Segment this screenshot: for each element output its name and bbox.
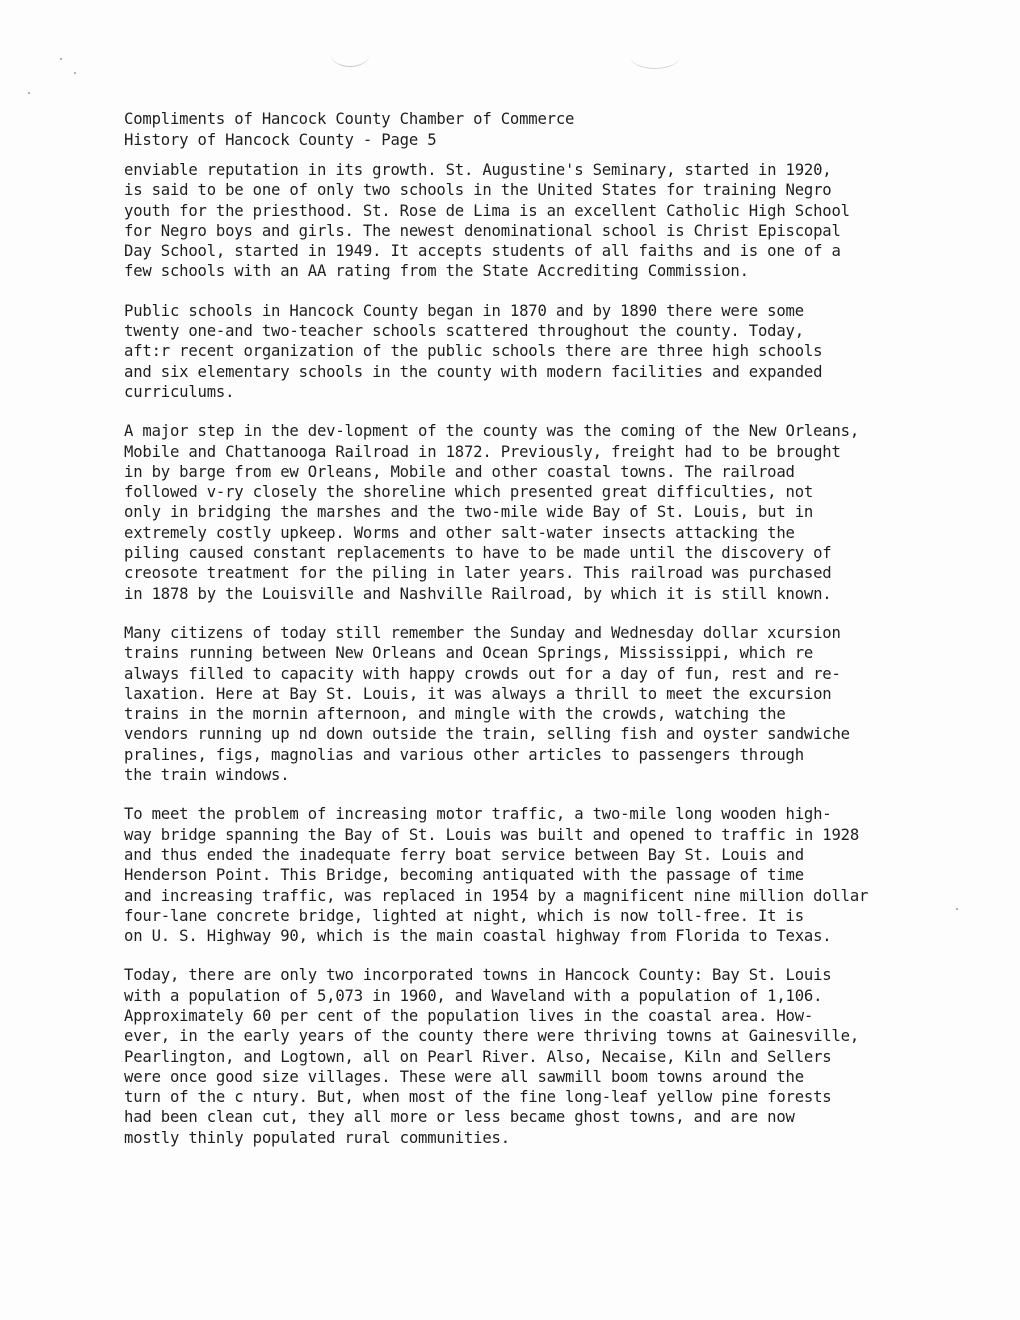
text-line: four-lane concrete bridge, lighted at night, which is now toll-free. It is — [124, 906, 804, 925]
page-header — [124, 109, 924, 151]
text-line: and thus ended the inadequate ferry boat service between Bay St. Louis and — [124, 845, 804, 864]
text-line: laxation. Here at Bay St. Louis, it was always a thrill to meet the excursion — [124, 684, 832, 703]
paper-smudge — [630, 44, 680, 69]
paper-speck — [60, 58, 62, 60]
paragraph — [124, 301, 924, 402]
text-line: with a population of 5,073 in 1960, and Waveland with a population of 1,106. — [124, 986, 823, 1005]
text-line: always filled to capacity with happy crowds out for a day of fun, rest and re- — [124, 664, 841, 683]
text-line: twenty one-and two-teacher schools scattered throughout the county. Today, — [124, 322, 804, 341]
text-line: youth for the priesthood. St. Rose de Lima is an excellent Catholic High School — [124, 201, 850, 220]
text-line: had been clean cut, they all more or less became ghost towns, and are now — [124, 1108, 795, 1127]
paragraph — [124, 804, 924, 946]
text-line: A major step in the dev-lopment of the county was the coming of the New Orleans, — [124, 422, 860, 441]
header-credit-line: Compliments of Hancock County Chamber of Commerce — [124, 110, 575, 128]
text-line: vendors running up nd down outside the train, selling fish and oyster sandwiche — [124, 725, 850, 744]
text-line: ever, in the early years of the county there were thriving towns at Gainesville, — [124, 1027, 860, 1046]
paper-speck — [74, 72, 76, 74]
text-line: were once good size villages. These were all sawmill boom towns around the — [124, 1067, 804, 1086]
paper-speck — [28, 92, 30, 94]
typed-document — [124, 109, 924, 1167]
text-line: extremely costly upkeep. Worms and other salt-water insects attacking the — [124, 523, 795, 542]
text-line: trains running between New Orleans and Ocean Springs, Mississippi, which re — [124, 644, 814, 663]
text-line: curriculums. — [124, 382, 235, 401]
text-line: Public schools in Hancock County began in 1870 and by 1890 there were some — [124, 301, 804, 320]
body-text — [124, 160, 924, 1148]
paragraph — [124, 160, 924, 282]
text-line: Day School, started in 1949. It accepts students of all faiths and is one of a — [124, 242, 841, 261]
paper-smudge — [330, 40, 370, 67]
text-line: trains in the mornin afternoon, and mingle with the crowds, watching the — [124, 705, 786, 724]
header-title-line: History of Hancock County - Page 5 — [124, 131, 437, 149]
text-line: few schools with an AA rating from the State Accrediting Commission. — [124, 262, 749, 281]
text-line: the train windows. — [124, 766, 290, 785]
text-line: Today, there are only two incorporated towns in Hancock County: Bay St. Louis — [124, 966, 832, 985]
paragraph — [124, 421, 924, 604]
text-line: Pearlington, and Logtown, all on Pearl River. Also, Necaise, Kiln and Sellers — [124, 1047, 832, 1066]
text-line: creosote treatment for the piling in later years. This railroad was purchased — [124, 564, 832, 583]
text-line: turn of the c ntury. But, when most of the fine long-leaf yellow pine forests — [124, 1088, 832, 1107]
text-line: and increasing traffic, was replaced in 1954 by a magnificent nine million dollar — [124, 886, 869, 905]
text-line: only in bridging the marshes and the two-mile wide Bay of St. Louis, but in — [124, 503, 814, 522]
text-line: mostly thinly populated rural communities. — [124, 1128, 510, 1147]
paper-speck — [956, 908, 958, 910]
text-line: Mobile and Chattanooga Railroad in 1872. Previously, freight had to be brought — [124, 442, 841, 461]
text-line: To meet the problem of increasing motor traffic, a two-mile long wooden high- — [124, 805, 832, 824]
paragraph — [124, 965, 924, 1148]
text-line: Approximately 60 per cent of the population lives in the coastal area. How- — [124, 1006, 814, 1025]
text-line: in 1878 by the Louisville and Nashville Railroad, by which it is still known. — [124, 584, 832, 603]
text-line: followed v-ry closely the shoreline which presented great difficulties, not — [124, 483, 814, 502]
text-line: aft:r recent organization of the public schools there are three high schools — [124, 342, 823, 361]
text-line: way bridge spanning the Bay of St. Louis was built and opened to traffic in 1928 — [124, 825, 860, 844]
text-line: is said to be one of only two schools in the United States for training Negro — [124, 181, 832, 200]
text-line: Henderson Point. This Bridge, becoming antiquated with the passage of time — [124, 866, 804, 885]
text-line: piling caused constant replacements to have to be made until the discovery of — [124, 544, 832, 563]
text-line: in by barge from ew Orleans, Mobile and other coastal towns. The railroad — [124, 462, 795, 481]
text-line: and six elementary schools in the county with modern facilities and expanded — [124, 362, 823, 381]
text-line: on U. S. Highway 90, which is the main coastal highway from Florida to Texas. — [124, 927, 832, 946]
text-line: Many citizens of today still remember the Sunday and Wednesday dollar xcursion — [124, 623, 841, 642]
text-line: enviable reputation in its growth. St. Augustine's Seminary, started in 1920, — [124, 161, 832, 179]
paragraph — [124, 623, 924, 785]
text-line: pralines, figs, magnolias and various other articles to passengers through — [124, 745, 804, 764]
text-line: for Negro boys and girls. The newest denominational school is Christ Episcopal — [124, 221, 841, 240]
